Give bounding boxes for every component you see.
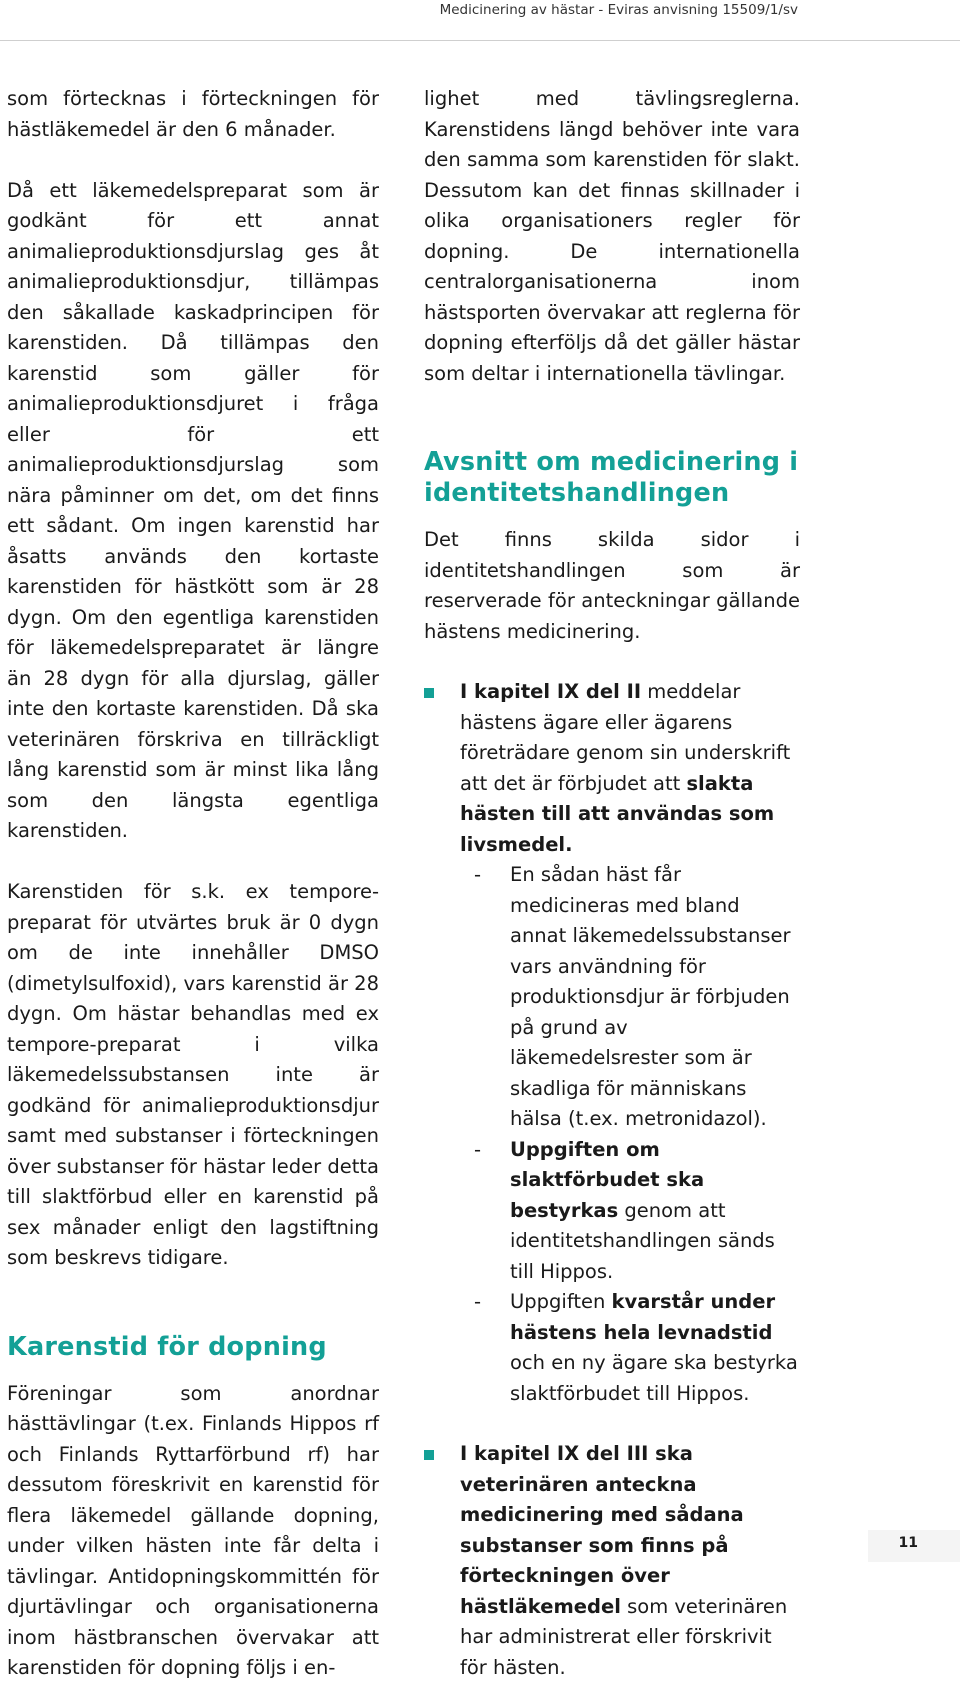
dash-marker: - [474, 1290, 482, 1313]
list-item [460, 1135, 800, 1288]
list-item [460, 860, 800, 1135]
bullet-list [424, 677, 800, 1683]
body-text: som veterinären har administrerat eller förskrivit för hästen. [460, 1594, 788, 1679]
bullet-text [460, 677, 800, 860]
section-heading-identitetshandling: Avsnitt om medicinering i identitetshandlingen [424, 447, 799, 508]
list-item [424, 677, 800, 1409]
bold-text: Uppgiften om slaktförbudet ska bestyrkas [510, 1137, 705, 1222]
bullet-text [460, 1439, 800, 1683]
body-text: genom att identitetshandlingen sänds till Hippos. [510, 1198, 775, 1283]
page-header [0, 0, 960, 41]
right-column [424, 84, 800, 1683]
bold-text: I kapitel IX del II [460, 680, 642, 703]
dash-marker: - [474, 863, 482, 886]
paragraph: Karenstiden för s.k. ex tempore-preparat för utvärtes bruk är 0 dygn om de inte innehåller DMSO (dimetylsulfoxid), vars karenstid är 28 dygn. Om hästar behandlas med ex tempore-preparat i vilka läkemedelssubstansen inte är godkänd för animalieproduktionsdjur samt med substanser i förteckningen över substanser för hästar leder detta till slaktförbud eller en karenstid på sex månader enligt den lagstiftning som beskrevs tidigare. [7, 880, 379, 1269]
dash-marker: - [474, 1137, 482, 1161]
body-text: Uppgiften [510, 1290, 612, 1313]
bold-text: slakta hästen till att användas som livsmedel. [460, 771, 775, 856]
paragraph: lighet med tävlingsreglerna. Karenstidens längd behöver inte vara den samma som karenstiden för slakt. Dessutom kan det finnas skillnader i olika organisationers regler för dopning. De internationella centralorganisationerna inom hästsporten övervakar att reglerna för dopning efterföljs då det gäller hästar som deltar i internationella tävlingar. [424, 87, 800, 385]
body-text: och en ny ägare ska bestyrka slaktförbudet till Hippos. [510, 1351, 798, 1405]
paragraph: Föreningar som anordnar hästtävlingar (t.ex. Finlands Hippos rf och Finlands Ryttarförbund rf) har dessutom föreskrivit en karenstid för flera läkemedel gällande dopning, under vilken hästen inte får delta i tävlingar. Antidopningskommittén för djurtävlingar och organisationerna inom hästbranschen övervakar att karenstiden för dopning följs i en- [7, 1381, 379, 1679]
left-column [7, 84, 379, 1684]
list-item [424, 1439, 800, 1683]
square-bullet-icon [424, 688, 434, 698]
page-number: 11 [898, 1535, 918, 1551]
paragraph: som förtecknas i förteckningen för hästläkemedel är den 6 månader. [7, 87, 379, 141]
paragraph: Då ett läkemedelspreparat som är godkänt för ett annat animalieproduktionsdjurslag ges åt animalieproduktionsdjur, tillämpas den såkallade kaskadprincipen för karenstiden. Då tillämpas den karenstid som gäller för animalieproduktionsdjuret i fråga eller för ett animalieproduktionsdjurslag som nära påminner om det, om det finns ett sådant. Om ingen karenstid har åsatts används den kortaste karenstiden för hästkött som är 28 dygn. Om den egentliga karenstiden för läkemedelspreparatet är längre än 28 dygn för alla djurslag, gäller inte den kortaste karenstiden. Då ska veterinären förskriva en tillräckligt lång karenstid som är minst lika lång som den längsta egentliga karenstiden. [7, 178, 379, 842]
header-title: Medicinering av hästar - Eviras anvisning 15509/1/sv [439, 2, 798, 18]
section-heading-dopning: Karenstid för dopning [7, 1331, 327, 1362]
body-text: meddelar hästens ägare eller ägarens företrädare genom sin underskrift att det är förbjudet att [460, 680, 791, 795]
bold-text: kvarstår under hästens hela levnadstid [510, 1290, 776, 1344]
paragraph: Det finns skilda sidor i identitetshandlingen som är reserverade för anteckningar gällande hästens medicinering. [424, 528, 800, 643]
page-number-box [868, 1530, 960, 1562]
body-text: En sådan häst får medicineras med bland annat läkemedelssubstanser vars användning för produktionsdjur är förbjuden på grund av läkemedelsrester som är skadliga för människans hälsa (t.ex. metronidazol). [510, 863, 791, 1130]
dash-list [460, 860, 800, 1409]
square-bullet-icon [424, 1450, 434, 1460]
list-item [460, 1287, 800, 1409]
bold-text: I kapitel IX del III ska veterinären anteckna medicinering med sådana substanser som finns på förteckningen över hästläkemedel [460, 1442, 744, 1618]
